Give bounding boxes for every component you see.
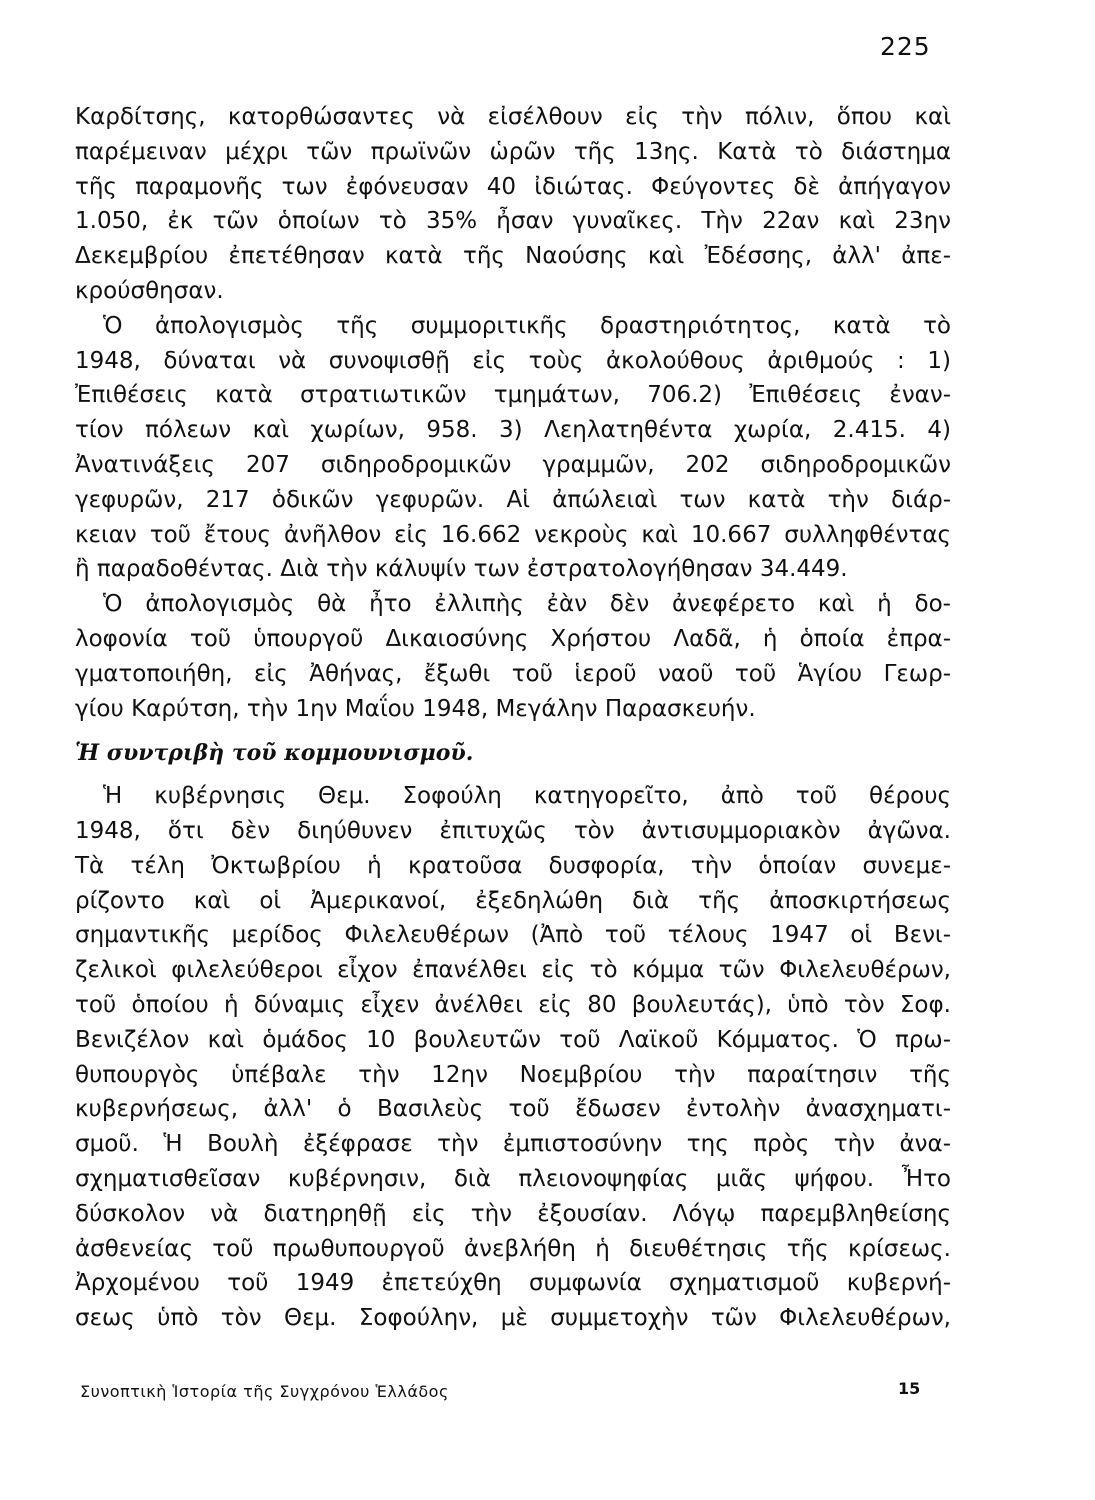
text-line: λοφονία τοῦ ὑπουργοῦ Δικαιοσύνης Χρήστου Λαδᾶ, ἡ ὁποία ἐπρα- — [75, 625, 951, 652]
text-line: 1948, δύναται νὰ συνοψισθῇ εἰς τοὺς ἀκολούθους ἀριθμούς : 1) — [75, 347, 951, 374]
text-line: σεως ὑπὸ τὸν Θεμ. Σοφούλην, μὲ συμμετοχὴν τῶν Φιλελευθέρων, — [75, 1305, 951, 1332]
text-line: 1948, ὅτι δὲν διηύθυνεν ἐπιτυχῶς τὸν ἀντισυμμοριακὸν ἀγῶνα. — [75, 817, 951, 844]
text-line: τοῦ ὁποίου ἡ δύναμις εἶχεν ἀνέλθει εἰς 80 βουλευτάς), ὑπὸ τὸν Σοφ. — [75, 991, 951, 1018]
text-line: κρούσθησαν. — [75, 277, 224, 304]
text-line: Ἡ κυβέρνησις Θεμ. Σοφούλη κατηγορεῖτο, ἀπὸ τοῦ θέρους — [103, 783, 951, 810]
text-line: Ὁ ἀπολογισμὸς τῆς συμμοριτικῆς δραστηριότητος, κατὰ τὸ — [103, 312, 951, 339]
page-number: 225 — [880, 32, 931, 61]
text-line: Δεκεμβρίου ἐπετέθησαν κατὰ τῆς Ναούσης καὶ Ἐδέσσης, ἀλλ' ἀπε- — [75, 243, 951, 270]
signature-number: 15 — [898, 1379, 921, 1398]
footer-book-title: Συνοπτικὴ Ἱστορία τῆς Συγχρόνου Ἑλλάδος — [80, 1382, 449, 1401]
text-line: κειαν τοῦ ἔτους ἀνῆλθον εἰς 16.662 νεκροὺς καὶ 10.667 συλληφθέντας — [75, 521, 951, 548]
text-line: Ἐπιθέσεις κατὰ στρατιωτικῶν τμημάτων, 706.2) Ἐπιθέσεις ἐναν- — [75, 382, 951, 409]
text-line: γίου Καρύτση, τὴν 1ην Μαΐου 1948, Μεγάλην Παρασκευήν. — [75, 695, 756, 722]
text-line: ζελικοὶ φιλελεύθεροι εἶχον ἐπανέλθει εἰς τὸ κόμμα τῶν Φιλελευθέρων, — [75, 957, 951, 984]
text-line: Ἀνατινάξεις 207 σιδηροδρομικῶν γραμμῶν, 202 σιδηροδρομικῶν — [75, 451, 951, 478]
text-line: τῆς παραμονῆς των ἐφόνευσαν 40 ἰδιώτας. Φεύγοντες δὲ ἀπήγαγον — [75, 173, 951, 200]
text-line: θυπουργὸς ὑπέβαλε τὴν 12ην Νοεμβρίου τὴν παραίτησιν τῆς — [75, 1061, 951, 1088]
text-line: ἢ παραδοθέντας. Διὰ τὴν κάλυψίν των ἐστρατολογήθησαν 34.449. — [75, 556, 848, 583]
section-heading: Ἡ συντριβὴ τοῦ κομμουνισμοῦ. — [75, 740, 474, 767]
text-line: Βενιζέλον καὶ ὁμάδος 10 βουλευτῶν τοῦ Λαϊκοῦ Κόμματος. Ὁ πρω- — [75, 1026, 951, 1053]
text-line: Ἀρχομένου τοῦ 1949 ἐπετεύχθη συμφωνία σχηματισμοῦ κυβερνή- — [75, 1270, 951, 1297]
text-line: γματοποιήθη, εἰς Ἀθήνας, ἔξωθι τοῦ ἱεροῦ ναοῦ τοῦ Ἁγίου Γεωρ- — [75, 660, 951, 687]
text-line: δύσκολον νὰ διατηρηθῇ εἰς τὴν ἐξουσίαν. Λόγῳ παρεμβληθείσης — [75, 1200, 951, 1227]
text-line: παρέμειναν μέχρι τῶν πρωϊνῶν ὡρῶν τῆς 13ης. Κατὰ τὸ διάστημα — [75, 138, 951, 165]
text-line: σμοῦ. Ἡ Βουλὴ ἐξέφρασε τὴν ἐμπιστοσύνην της πρὸς τὴν ἀνα- — [75, 1131, 951, 1158]
text-line: τίον πόλεων καὶ χωρίων, 958. 3) Λεηλατηθέντα χωρία, 2.415. 4) — [75, 417, 951, 444]
text-line: κυβερνήσεως, ἀλλ' ὁ Βασιλεὺς τοῦ ἔδωσεν ἐντολὴν ἀνασχηματι- — [75, 1096, 951, 1123]
text-line: Ὁ ἀπολογισμὸς θὰ ἦτο ἐλλιπὴς ἐὰν δὲν ἀνεφέρετο καὶ ἡ δο- — [103, 591, 951, 618]
text-line: σχηματισθεῖσαν κυβέρνησιν, διὰ πλειονοψηφίας μιᾶς ψήφου. Ἦτο — [75, 1165, 951, 1192]
text-line: 1.050, ἐκ τῶν ὁποίων τὸ 35% ἦσαν γυναῖκες. Τὴν 22αν καὶ 23ην — [75, 208, 951, 235]
text-line: ρίζοντο καὶ οἱ Ἀμερικανοί, ἐξεδηλώθη διὰ τῆς ἀποσκιρτήσεως — [75, 887, 951, 914]
text-line: Τὰ τέλη Ὀκτωβρίου ἡ κρατοῦσα δυσφορία, τὴν ὁποίαν συνεμε- — [75, 852, 951, 879]
text-line: Καρδίτσης, κατορθώσαντες νὰ εἰσέλθουν εἰς τὴν πόλιν, ὅπου καὶ — [75, 104, 951, 130]
text-line: ἀσθενείας τοῦ πρωθυπουργοῦ ἀνεβλήθη ἡ διευθέτησις τῆς κρίσεως. — [75, 1235, 951, 1262]
body-text — [75, 100, 951, 1336]
text-line: γεφυρῶν, 217 ὁδικῶν γεφυρῶν. Αἱ ἀπώλειαὶ των κατὰ τὴν διάρ- — [75, 486, 951, 513]
text-line: σημαντικῆς μερίδος Φιλελευθέρων (Ἀπὸ τοῦ τέλους 1947 οἱ Βενι- — [75, 922, 951, 949]
